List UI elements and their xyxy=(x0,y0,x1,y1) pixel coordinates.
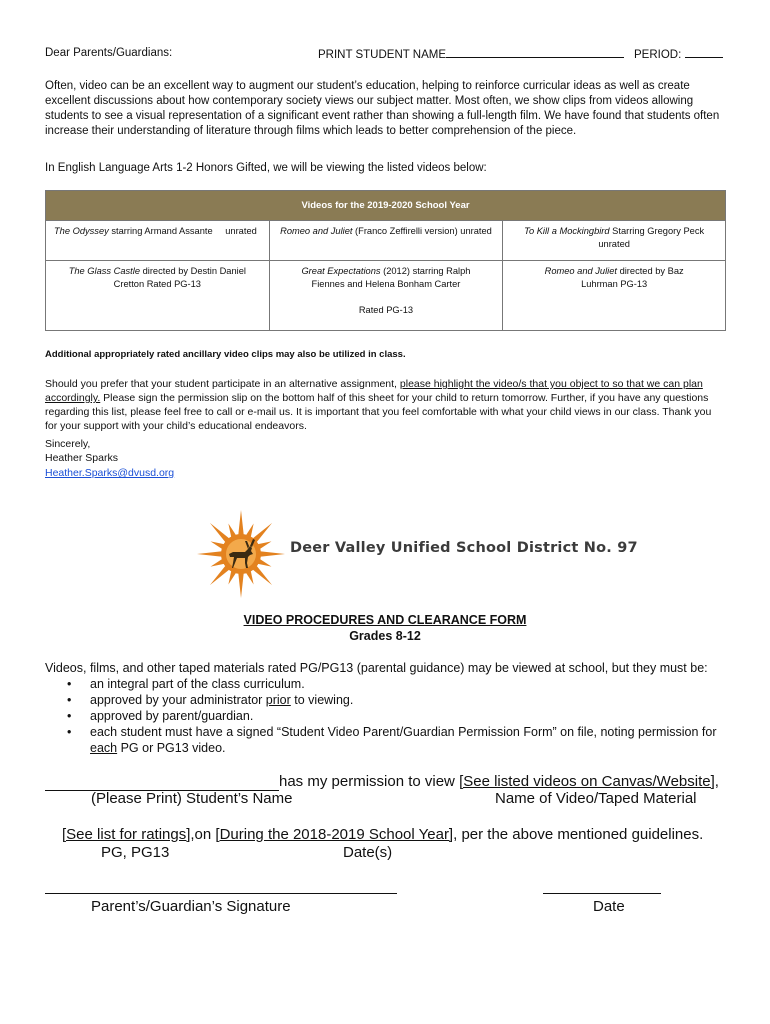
date-line[interactable] xyxy=(543,880,661,894)
list-item: • approved by parent/guardian. xyxy=(45,708,730,724)
ancillary-note: Additional appropriately rated ancillary video clips may also be utilized in class. xyxy=(45,349,406,360)
list-item: • an integral part of the class curriculum. xyxy=(45,676,730,692)
rating-caption: PG, PG13 xyxy=(101,844,170,861)
period-label: PERIOD: xyxy=(634,49,682,61)
sun-ray xyxy=(259,551,285,557)
student-name-label: PRINT STUDENT NAME xyxy=(318,49,447,61)
period-line[interactable] xyxy=(685,46,723,58)
district-name: Deer Valley Unified School District No. 97 xyxy=(290,540,638,556)
year-reference: [During the 2018-2019 School Year] xyxy=(215,826,454,843)
video-cell: The Glass Castle directed by Destin Daniel Cretton Rated PG-13 xyxy=(46,261,270,331)
highlight-instruction: please highlight the video/s that you object to so that we can plan accordingly. xyxy=(45,378,703,404)
form-title: VIDEO PROCEDURES AND CLEARANCE FORM xyxy=(243,613,527,627)
video-cell: To Kill a Mockingbird Starring Gregory Peck unrated xyxy=(503,221,726,261)
ratings-reference: [See list for ratings] xyxy=(62,826,191,843)
form-subtitle: Grades 8-12 xyxy=(349,629,421,643)
list-item: • each student must have a signed “Student Video Parent/Guardian Permission Form” on file, noting permission for each PG or PG13 video. xyxy=(45,724,730,756)
student-name-caption: (Please Print) Student’s Name xyxy=(91,790,293,807)
sun-logo-icon xyxy=(195,508,285,600)
student-name-field[interactable] xyxy=(318,46,624,63)
dates-caption: Date(s) xyxy=(343,844,393,861)
table-row xyxy=(46,261,726,331)
sun-ray xyxy=(238,510,244,536)
student-name-line[interactable] xyxy=(446,46,624,58)
video-cell: The Odyssey starring Armand Assante unrated xyxy=(46,221,270,261)
list-item: • approved by your administrator prior to viewing. xyxy=(45,692,730,708)
form-intro: Videos, films, and other taped materials rated PG/PG13 (parental guidance) may be viewed at school, but they must be: xyxy=(45,661,708,675)
sun-ray xyxy=(238,572,244,598)
closing: Sincerely, xyxy=(45,438,91,450)
parent-signature-line[interactable] xyxy=(45,880,397,894)
videos-table-title: Videos for the 2019-2020 School Year xyxy=(46,191,726,221)
intro-paragraph: Often, video can be an excellent way to augment our student’s education, helping to reinforce curricular ideas as well as create excellent discussions about how contemporary society views our subject matter. Most often, we show clips from videos allowing students to see a visual representation of a significant event rather than showing a full-length film. We have found that students often increase their understanding of literature through films which leads to better comprehension of the piece. xyxy=(45,80,720,137)
ratings-line: [See list for ratings],on [During the 2018-2019 School Year], per the above mentioned guidelines. xyxy=(62,826,704,843)
signer-name: Heather Sparks xyxy=(45,452,118,464)
material-caption: Name of Video/Taped Material xyxy=(495,790,697,807)
permission-line: has my permission to view [See listed videos on Canvas/Website], xyxy=(45,772,719,791)
video-cell: Great Expectations (2012) starring Ralph Fiennes and Helena Bonham Carter Rated PG-13 xyxy=(269,261,503,331)
course-line: In English Language Arts 1-2 Honors Gifted, we will be viewing the listed videos below: xyxy=(45,162,487,174)
video-cell: Romeo and Juliet directed by Baz Luhrman PG-13 xyxy=(503,261,726,331)
district-logo xyxy=(195,508,638,600)
greeting: Dear Parents/Guardians: xyxy=(45,47,173,59)
email-link[interactable]: Heather.Sparks@dvusd.org xyxy=(45,467,175,479)
requirements-list xyxy=(45,676,730,756)
period-field[interactable] xyxy=(634,46,723,63)
video-cell: Romeo and Juliet (Franco Zeffirelli version) unrated xyxy=(269,221,503,261)
sun-ray xyxy=(197,551,223,557)
videos-table xyxy=(45,190,726,331)
videos-reference: [See listed videos on Canvas/Website] xyxy=(459,773,715,790)
alternative-paragraph: Should you prefer that your student participate in an alternative assignment, please highlight the video/s that you object to so that we can plan accordingly. Please sign the permission slip on the bottom half of this sheet for your child to return tomorrow. Further, if you have any questions regarding this list, please feel free to call or e-mail us. It is important that you feel comfortable with what your child views in our class. Thank you for your support with your child’s educational endeavors. xyxy=(45,378,712,432)
table-row xyxy=(46,221,726,261)
signature-caption: Parent’s/Guardian’s Signature xyxy=(91,898,291,915)
date-caption: Date xyxy=(593,898,625,915)
